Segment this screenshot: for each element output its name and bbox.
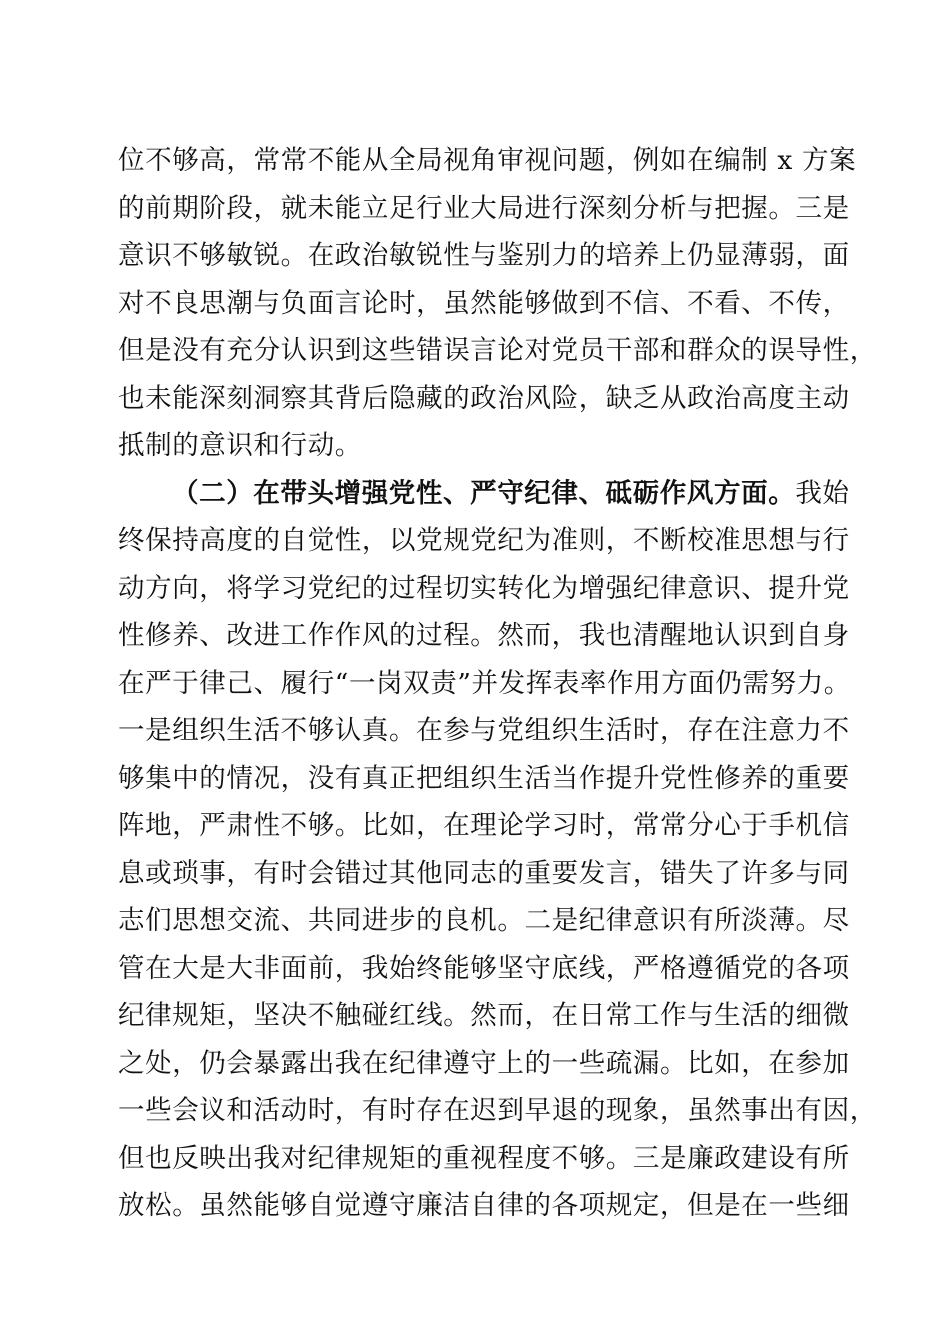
section-heading: （二）在带头增强党性、严守纪律、砥砺作风方面。 <box>172 478 796 509</box>
section-heading-line <box>172 474 850 514</box>
body-text-line: 动方向，将学习党纪的过程切实转化为增强纪律意识、提升党 <box>118 573 850 604</box>
body-text-line: 放松。虽然能够自觉遵守廉洁自律的各项规定，但是在一些细 <box>118 1190 850 1221</box>
body-text-line: 在严于律己、履行“一岗双责”并发挥表率作用方面仍需努力。 <box>118 668 851 699</box>
body-text-line: 对不良思潮与负面言论时，虽然能够做到不信、不看、不传， <box>118 288 850 319</box>
body-text-line: 但也反映出我对纪律规矩的重视程度不够。三是廉政建设有所 <box>118 1143 850 1174</box>
body-text-line: 终保持高度的自觉性，以党规党纪为准则，不断校准思想与行 <box>118 525 850 556</box>
body-text-line: 志们思想交流、共同进步的良机。二是纪律意识有所淡薄。尽 <box>118 905 850 936</box>
body-text-line: 性修养、改进工作作风的过程。然而，我也清醒地认识到自身 <box>118 620 850 651</box>
body-text-line: 一些会议和活动时，有时存在迟到早退的现象，虽然事出有因， <box>118 1095 877 1126</box>
body-text-line: 阵地，严肃性不够。比如，在理论学习时，常常分心于手机信 <box>118 810 850 841</box>
body-text-line: 的前期阶段，就未能立足行业大局进行深刻分析与把握。三是 <box>118 193 850 224</box>
section-heading-tail: 我始 <box>795 478 850 509</box>
body-text-line: 够集中的情况，没有真正把组织生活当作提升党性修养的重要 <box>118 763 850 794</box>
body-text-line: 位不够高，常常不能从全局视角审视问题，例如在编制 x 方案 <box>118 145 857 176</box>
body-text-line: 之处，仍会暴露出我在纪律遵守上的一些疏漏。比如，在参加 <box>118 1048 850 1079</box>
body-text-line: 但是没有充分认识到这些错误言论对党员干部和群众的误导性， <box>118 335 877 366</box>
body-text-line: 意识不够敏锐。在政治敏锐性与鉴别力的培养上仍显薄弱，面 <box>118 240 850 271</box>
body-text-line: 一是组织生活不够认真。在参与党组织生活时，存在注意力不 <box>118 715 850 746</box>
body-text-line: 管在大是大非面前，我始终能够坚守底线，严格遵循党的各项 <box>118 953 850 984</box>
body-text-line: 也未能深刻洞察其背后隐藏的政治风险，缺乏从政治高度主动 <box>118 383 850 414</box>
body-text-line: 息或琐事，有时会错过其他同志的重要发言，错失了许多与同 <box>118 858 850 889</box>
body-text-line-last: 抵制的意识和行动。 <box>118 430 362 461</box>
body-text-line: 纪律规矩，坚决不触碰红线。然而，在日常工作与生活的细微 <box>118 1000 850 1031</box>
